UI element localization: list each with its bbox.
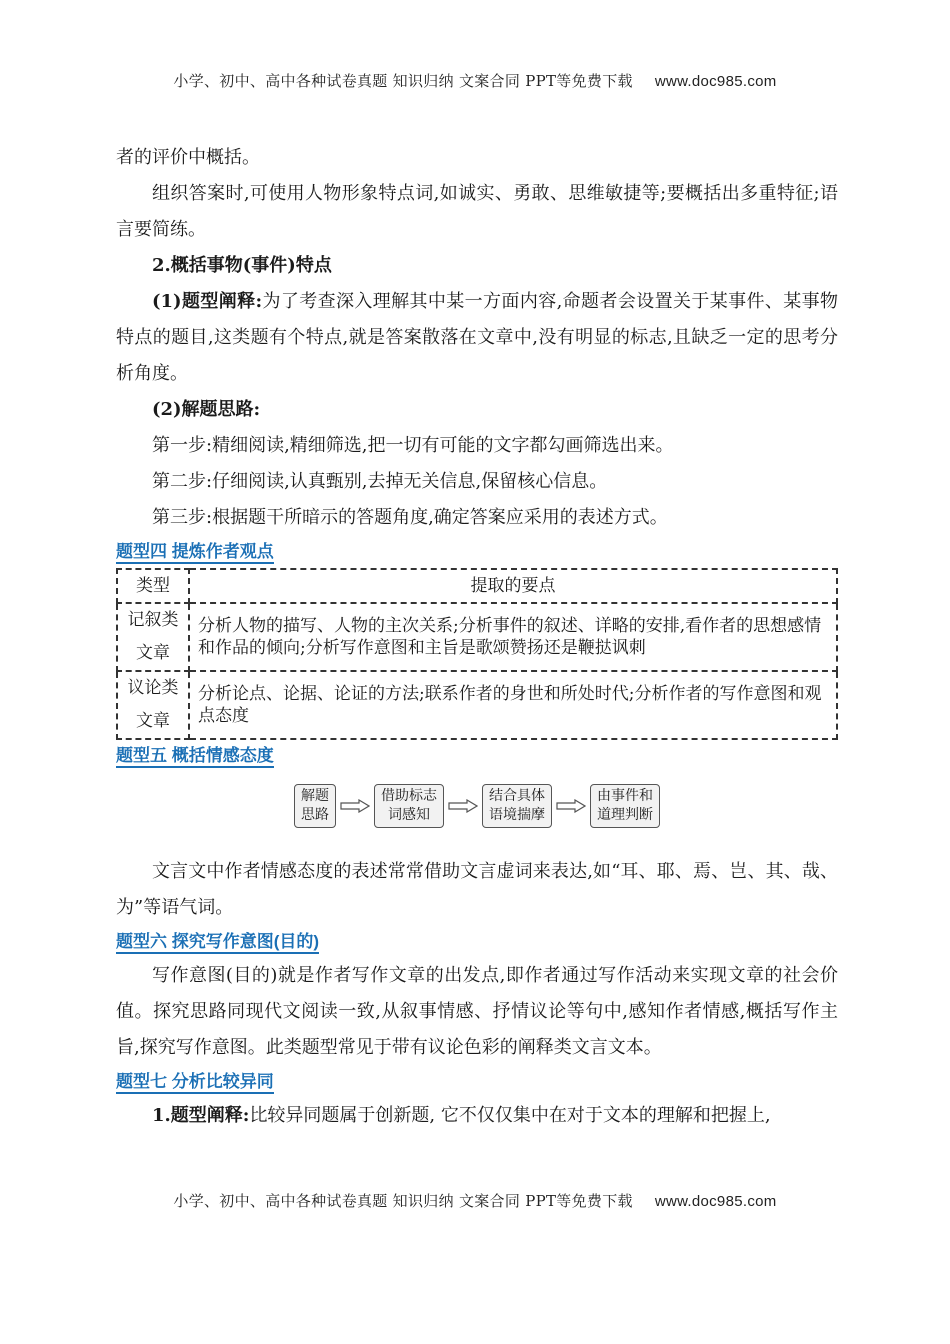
table-header-points: 提取的要点 bbox=[189, 569, 837, 603]
section-4-title: 题型四 提炼作者观点 bbox=[116, 538, 838, 566]
paragraph-1: 者的评价中概括。 bbox=[116, 147, 260, 168]
footer-text: 小学、初中、高中各种试卷真题 知识归纳 文案合同 PPT等免费下载 bbox=[173, 1192, 633, 1210]
paragraph-3-label: (1)题型阐释: bbox=[152, 291, 263, 312]
section-7-title: 题型七 分析比较异同 bbox=[116, 1068, 838, 1096]
header-site[interactable]: www.doc985.com bbox=[654, 73, 777, 90]
table-cell-desc: 分析人物的描写、人物的主次关系;分析事件的叙述、详略的安排,看作者的思想感情和作品的倾向;分析写作意图和主旨是歌颂赞扬还是鞭挞讽刺 bbox=[189, 603, 837, 671]
flow-box-3: 结合具体 语境揣摩 bbox=[482, 784, 552, 828]
step-2: 第二步:仔细阅读,认真甄别,去掉无关信息,保留核心信息。 bbox=[152, 471, 608, 492]
section-6-title: 题型六 探究写作意图(目的) bbox=[116, 928, 838, 956]
arrow-right-icon bbox=[448, 799, 478, 813]
document-body bbox=[116, 140, 838, 1134]
arrow-right-icon bbox=[340, 799, 370, 813]
paragraph-3-text: 为了考查深入理解其中某一方面内容,命题者会设置关于某事件、某事物特点的题目,这类题有个特点,就是答案散落在文章中,没有明显的标志,且缺乏一定的思考分析角度。 bbox=[116, 291, 839, 384]
table-header-type: 类型 bbox=[117, 569, 189, 603]
section-7-text: 比较异同题属于创新题, 它不仅仅集中在对于文本的理解和把握上, bbox=[249, 1105, 771, 1126]
step-1: 第一步:精细阅读,精细筛选,把一切有可能的文字都勾画筛选出来。 bbox=[152, 435, 674, 456]
flow-box-2: 借助标志 词感知 bbox=[374, 784, 444, 828]
table-cell-type: 记叙类 文章 bbox=[117, 603, 189, 671]
paragraph-2: 组织答案时,可使用人物形象特点词,如诚实、勇敢、思维敏捷等;要概括出多重特征;语言要简练。 bbox=[116, 183, 838, 240]
table-cell-type: 议论类 文章 bbox=[117, 671, 189, 739]
page-header bbox=[0, 70, 950, 91]
paragraph-4-label: (2)解题思路: bbox=[152, 399, 261, 420]
step-3: 第三步:根据题干所暗示的答题角度,确定答案应采用的表述方式。 bbox=[152, 507, 668, 528]
section-7-label: 1.题型阐释: bbox=[152, 1105, 250, 1126]
subheading-2: 2.概括事物(事件)特点 bbox=[152, 255, 332, 276]
page-footer bbox=[0, 1190, 950, 1211]
flow-diagram bbox=[116, 780, 838, 832]
paragraph-3 bbox=[116, 284, 838, 392]
arrow-right-icon bbox=[556, 799, 586, 813]
table-row bbox=[117, 603, 837, 671]
section-7-paragraph bbox=[116, 1098, 838, 1134]
header-text: 小学、初中、高中各种试卷真题 知识归纳 文案合同 PPT等免费下载 bbox=[173, 72, 633, 90]
footer-site[interactable]: www.doc985.com bbox=[654, 1193, 777, 1210]
table-row bbox=[117, 671, 837, 739]
flow-box-1: 解题 思路 bbox=[294, 784, 336, 828]
table-cell-desc: 分析论点、论据、论证的方法;联系作者的身世和所处时代;分析作者的写作意图和观点态度 bbox=[189, 671, 837, 739]
section-6-paragraph: 写作意图(目的)就是作者写作文章的出发点,即作者通过写作活动来实现文章的社会价值。探究思路同现代文阅读一致,从叙事情感、抒情议论等句中,感知作者情感,概括写作主旨,探究写作意图。此类题型常见于带有议论色彩的阐释类文言文本。 bbox=[116, 965, 838, 1058]
section-5-title: 题型五 概括情感态度 bbox=[116, 742, 838, 770]
section-5-paragraph: 文言文中作者情感态度的表述常常借助文言虚词来表达,如“耳、耶、焉、岂、其、哉、为”等语气词。 bbox=[116, 861, 838, 918]
flow-box-4: 由事件和 道理判断 bbox=[590, 784, 660, 828]
viewpoint-table bbox=[116, 568, 838, 740]
table-header-row bbox=[117, 569, 837, 603]
